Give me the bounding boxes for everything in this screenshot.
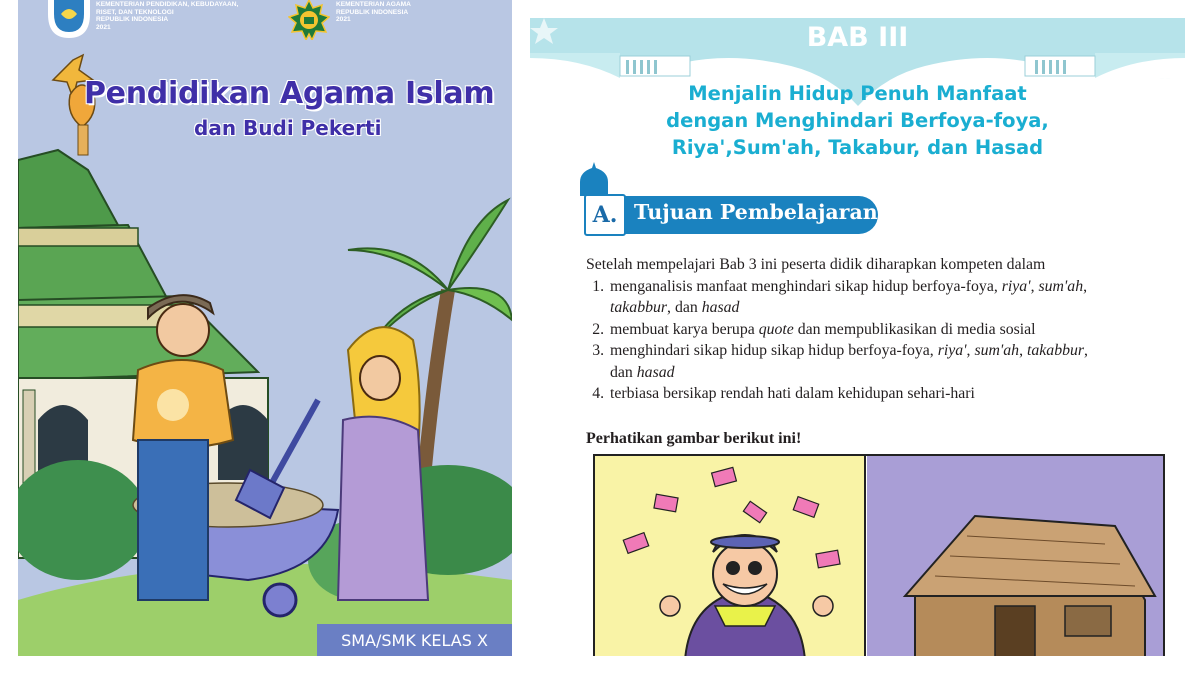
separator: , [1083, 277, 1088, 295]
objective-text: terbiasa bersikap rendah hati dalam kehidupan sehari-hari [610, 385, 975, 402]
grade-level-badge: SMA/SMK KELAS X [317, 624, 512, 656]
term-sumah: sum'ah [974, 342, 1020, 359]
list-item [608, 319, 1176, 341]
section-title: Tujuan Pembelajaran [634, 200, 878, 224]
chapter-number: BAB III [806, 22, 909, 53]
separator: , dan [667, 299, 702, 316]
term-riya: riya' [1001, 277, 1031, 295]
chapter-title-line-3: Riya',Sum'ah, Takabur, dan Hasad [671, 136, 1044, 159]
tut-wuri-handayani-icon [48, 0, 90, 38]
learning-objectives [586, 254, 1176, 405]
kemenag-emblem-icon [288, 0, 330, 40]
image-instruction: Perhatikan gambar berikut ini! [586, 430, 802, 447]
term-hasad: hasad [701, 299, 740, 316]
kemenag-logo [288, 0, 411, 40]
separator: dan [610, 363, 637, 381]
objective-text: menganalisis manfaat menghindari sikap hidup berfoya-foya, [610, 277, 1002, 295]
term-hasad: hasad [636, 363, 675, 381]
kemdikbud-line-4: 2021 [96, 23, 111, 31]
section-heading [586, 196, 878, 234]
list-item [608, 340, 1176, 383]
kemdikbud-line-1: KEMENTERIAN PENDIDIKAN, KEBUDAYAAN, [96, 1, 239, 8]
kemdikbud-line-3: REPUBLIK INDONESIA [96, 16, 169, 24]
separator: , [1019, 342, 1027, 359]
separator: , [1084, 342, 1088, 359]
separator: , [1030, 277, 1039, 295]
kemenag-line-2: REPUBLIK INDONESIA [336, 8, 409, 16]
term-takabbur: takabbur [1027, 342, 1085, 359]
objectives-intro: Setelah mempelajari Bab 3 ini peserta didik diharapkan kompeten dalam [586, 256, 1046, 273]
chapter-title-line-2: dengan Menghindari Berfoya-foya, [666, 109, 1049, 132]
cover-title: Pendidikan Agama Islam [84, 76, 495, 111]
chapter-page [530, 18, 1185, 656]
objective-text: menghindari sikap hidup sikap hidup berfoya-foya, [610, 342, 938, 359]
section-letter: A. [584, 194, 626, 236]
list-item [608, 383, 1176, 405]
chapter-title-line-1: Menjalin Hidup Penuh Manfaat [688, 82, 1027, 105]
kemdikbud-line-2: RISET, DAN TEKNOLOGI [96, 8, 174, 16]
term-takabbur: takabbur [610, 299, 668, 316]
kemdikbud-logo [48, 0, 238, 38]
comic-panels [595, 456, 1163, 656]
chapter-title [530, 80, 1185, 161]
term-riya: riya' [937, 342, 967, 359]
objective-text: dan mempublikasikan di media sosial [793, 320, 1036, 338]
cover-subtitle: dan Budi Pekerti [194, 116, 382, 140]
comic-illustration [593, 454, 1165, 656]
separator: , [966, 342, 975, 359]
objectives-list [586, 276, 1176, 405]
term-quote: quote [758, 320, 794, 338]
kemenag-line-1: KEMENTERIAN AGAMA [336, 1, 411, 8]
objective-text: membuat karya berupa [610, 320, 759, 338]
list-item [608, 276, 1176, 319]
kemenag-line-3: 2021 [336, 16, 351, 24]
term-sumah: sum'ah [1038, 277, 1084, 295]
book-cover [18, 0, 512, 656]
